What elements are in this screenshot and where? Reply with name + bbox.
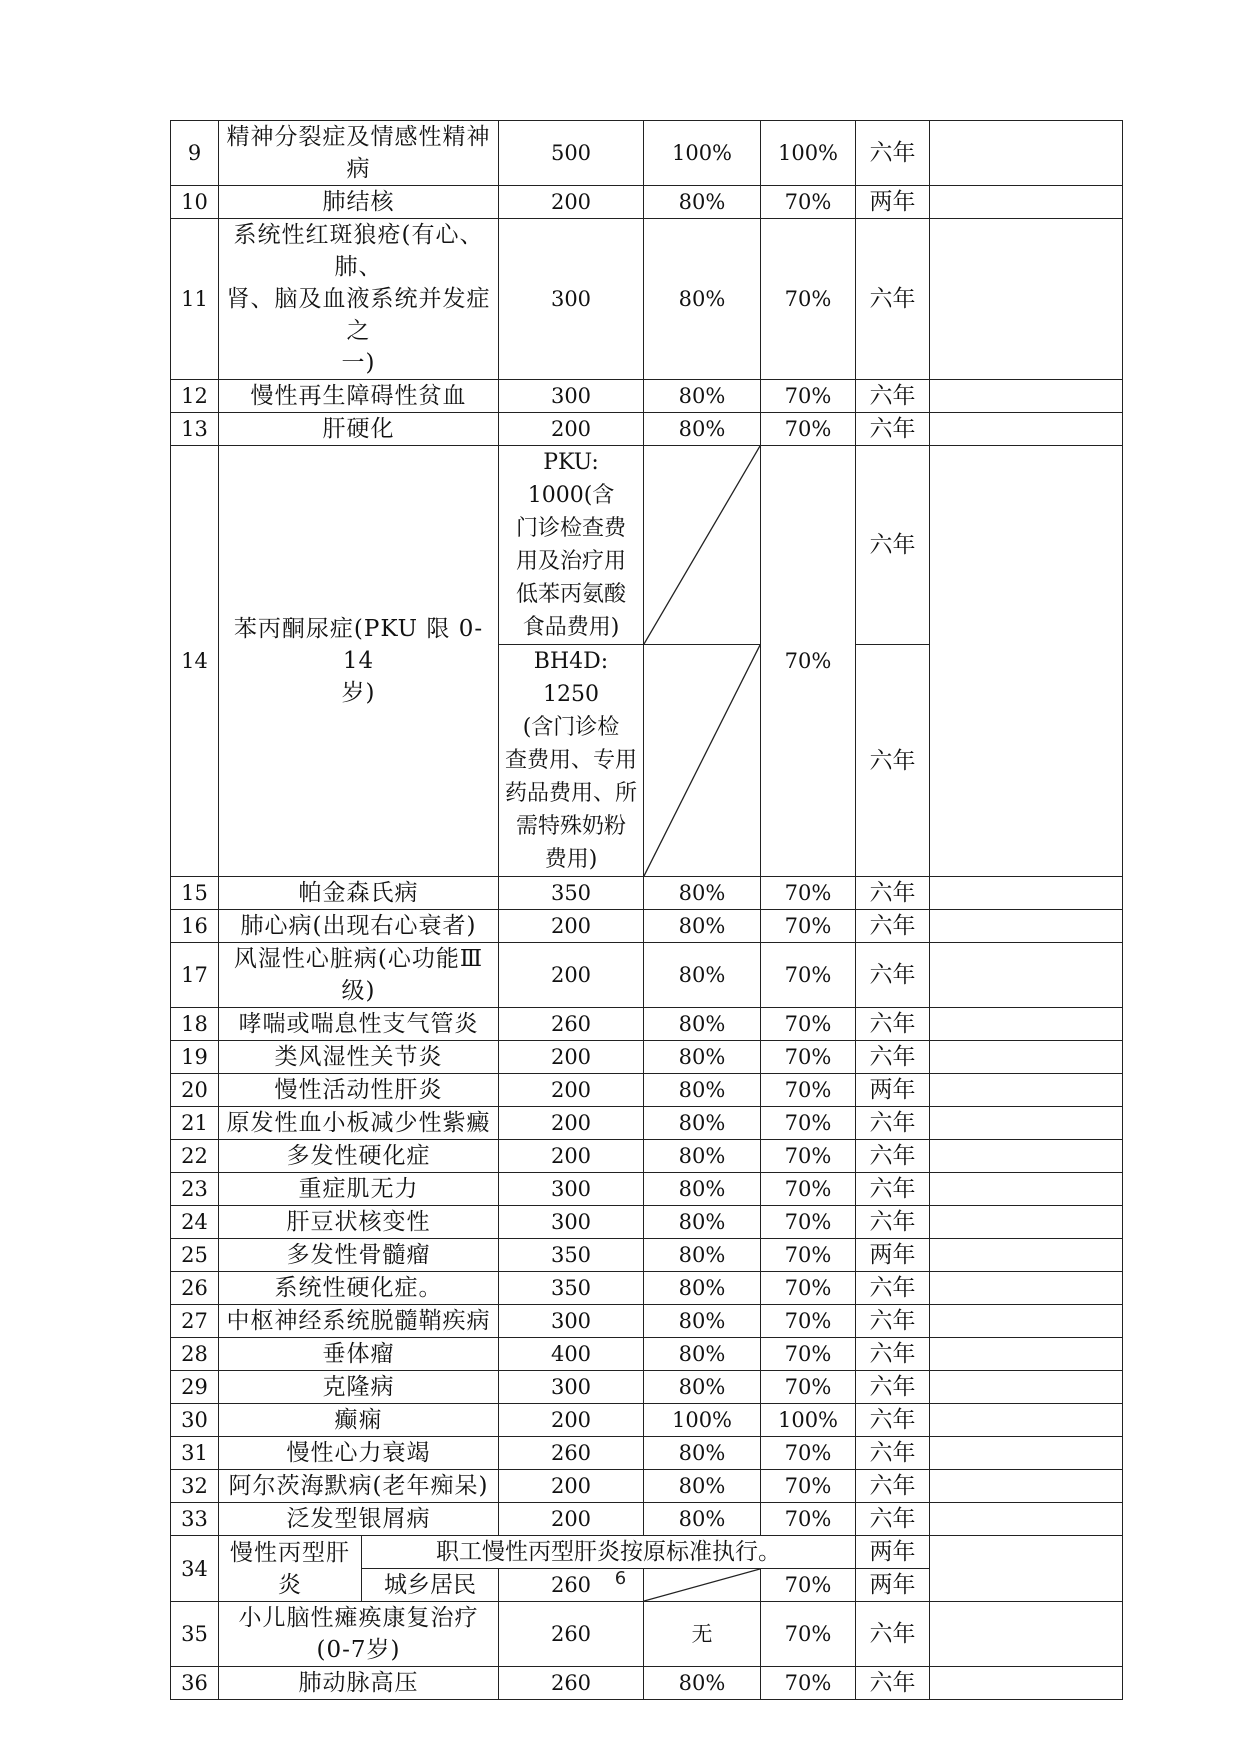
table-row [171,1667,1123,1700]
disease-name [219,943,499,1008]
reimbursement-ratio-1: 80% [644,1107,761,1140]
reimbursement-ratio-1: 80% [644,1074,761,1107]
reimbursement-ratio-2: 70% [761,1239,856,1272]
blank-cell [930,380,1123,413]
validity-period: 六年 [856,1305,930,1338]
blank-cell [930,1173,1123,1206]
validity-period: 六年 [856,1008,930,1041]
reimbursement-ratio-2: 70% [761,186,856,219]
payment-limit: 260 [499,1569,644,1602]
reimbursement-ratio-2: 70% [761,1173,856,1206]
payment-limit: 260 [499,1437,644,1470]
table-row [171,219,1123,380]
table-row [171,1470,1123,1503]
row-number: 20 [171,1074,219,1107]
validity-period: 六年 [856,1272,930,1305]
disease-name: 克隆病 [219,1371,499,1404]
reimbursement-ratio-2: 70% [761,1470,856,1503]
text-line: 用及治疗用 [515,549,626,574]
row-number: 16 [171,910,219,943]
reimbursement-ratio-2: 70% [761,1371,856,1404]
blank-cell [930,1437,1123,1470]
payment-limit: 200 [499,1074,644,1107]
reimbursement-ratio-2: 70% [761,1338,856,1371]
validity-period: 六年 [856,446,930,645]
disease-name: 原发性血小板减少性紫癜 [219,1107,499,1140]
payment-limit: 200 [499,1503,644,1536]
disease-name: 类风湿性关节炎 [219,1041,499,1074]
blank-cell [930,1107,1123,1140]
row-number: 23 [171,1173,219,1206]
reimbursement-ratio-2: 70% [761,943,856,1008]
disease-name: 肝硬化 [219,413,499,446]
reimbursement-ratio-2: 70% [761,910,856,943]
reimbursement-ratio-2: 70% [761,877,856,910]
blank-cell [930,1305,1123,1338]
reimbursement-ratio-1: 80% [644,380,761,413]
table-row [171,1272,1123,1305]
disease-name: 癫痫 [219,1404,499,1437]
table-row [171,1008,1123,1041]
disease-name: 系统性硬化症。 [219,1272,499,1305]
table-row [171,121,1123,186]
row-number: 35 [171,1602,219,1667]
disease-name: 肺结核 [219,186,499,219]
table-row [171,1074,1123,1107]
diagonal-line [644,446,760,644]
payment-limit: 350 [499,877,644,910]
blank-cell [930,1602,1123,1667]
row-number: 27 [171,1305,219,1338]
validity-period: 六年 [856,1206,930,1239]
row-number: 26 [171,1272,219,1305]
blank-cell [930,877,1123,910]
payment-limit: 200 [499,1041,644,1074]
blank-cell [930,943,1123,1008]
reimbursement-ratio-1: 80% [644,1503,761,1536]
text-line: (含门诊检 [522,715,620,740]
payment-limit: 200 [499,943,644,1008]
table-row [171,877,1123,910]
row-number: 34 [171,1536,219,1602]
table-row [171,1503,1123,1536]
table-body [171,121,1123,1700]
validity-period: 六年 [856,910,930,943]
payment-limit: 260 [499,1667,644,1700]
disease-name: 多发性骨髓瘤 [219,1239,499,1272]
payment-limit [499,446,644,645]
payment-limit: 200 [499,1107,644,1140]
payment-limit: 200 [499,413,644,446]
row-number: 31 [171,1437,219,1470]
blank-cell [930,1074,1123,1107]
reimbursement-ratio-2: 70% [761,1437,856,1470]
reimbursement-ratio-1: 80% [644,1239,761,1272]
text-line: 肾、脑及血液系统并发症之 [226,286,491,344]
table-row [171,1602,1123,1667]
reimbursement-ratio-2: 70% [761,1107,856,1140]
disease-table [170,120,1123,1700]
reimbursement-ratio-1: 80% [644,877,761,910]
validity-period: 两年 [856,1239,930,1272]
reimbursement-ratio-1: 80% [644,219,761,380]
payment-limit: 300 [499,1371,644,1404]
text-line: 小儿脑性瘫痪康复治疗 [238,1605,479,1631]
reimbursement-ratio-1: 80% [644,1008,761,1041]
disease-name: 泛发型银屑病 [219,1503,499,1536]
row-number: 19 [171,1041,219,1074]
blank-cell [930,1404,1123,1437]
table-row [171,1536,1123,1569]
reimbursement-ratio-2: 70% [761,1305,856,1338]
validity-period: 六年 [856,1041,930,1074]
table-row [171,413,1123,446]
table-row [171,1338,1123,1371]
row-number: 11 [171,219,219,380]
reimbursement-ratio-2: 70% [761,1140,856,1173]
validity-period: 两年 [856,1074,930,1107]
ratio-not-applicable [644,645,761,877]
reimbursement-ratio-1: 80% [644,943,761,1008]
blank-cell [930,1667,1123,1700]
disease-name [219,219,499,380]
validity-period: 六年 [856,1503,930,1536]
table-row [171,1404,1123,1437]
text-line: PKU: 1000(含 [527,450,615,508]
disease-name: 慢性再生障碍性贫血 [219,380,499,413]
text-line: 系统性红斑狼疮(有心、肺、 [233,222,484,280]
row-number: 18 [171,1008,219,1041]
disease-name: 帕金森氏病 [219,877,499,910]
disease-name: 慢性活动性肝炎 [219,1074,499,1107]
reimbursement-ratio-2: 70% [761,1206,856,1239]
reimbursement-ratio-2: 70% [761,1272,856,1305]
row-number: 15 [171,877,219,910]
reimbursement-ratio-1: 80% [644,1272,761,1305]
row-number: 13 [171,413,219,446]
row-number: 28 [171,1338,219,1371]
validity-period: 两年 [856,1536,930,1569]
blank-cell [930,186,1123,219]
text-line: 门诊检查费 [515,516,626,541]
payment-limit: 200 [499,1470,644,1503]
reimbursement-ratio-2: 70% [761,1041,856,1074]
validity-period: 六年 [856,877,930,910]
row-number: 12 [171,380,219,413]
validity-period: 六年 [856,1470,930,1503]
row-number: 10 [171,186,219,219]
validity-period: 六年 [856,1602,930,1667]
reimbursement-ratio-2: 70% [761,446,856,877]
blank-cell [930,121,1123,186]
disease-name [219,1602,499,1667]
blank-cell [930,1503,1123,1536]
validity-period: 六年 [856,121,930,186]
payment-limit: 300 [499,1173,644,1206]
validity-period: 两年 [856,186,930,219]
row-number: 32 [171,1470,219,1503]
payment-limit: 500 [499,121,644,186]
reimbursement-ratio-2: 70% [761,380,856,413]
table-row [171,1371,1123,1404]
blank-cell [930,1470,1123,1503]
validity-period: 六年 [856,1140,930,1173]
payment-limit: 200 [499,910,644,943]
reimbursement-ratio-2: 70% [761,1074,856,1107]
staff-note: 职工慢性丙型肝炎按原标准执行。 [362,1536,856,1569]
blank-cell [930,1041,1123,1074]
table-row [171,186,1123,219]
reimbursement-ratio-1: 80% [644,1667,761,1700]
validity-period: 六年 [856,943,930,1008]
payment-limit: 300 [499,1305,644,1338]
payment-limit: 350 [499,1272,644,1305]
disease-name: 重症肌无力 [219,1173,499,1206]
reimbursement-ratio-2: 100% [761,121,856,186]
text-line: 食品费用) [522,615,620,640]
row-number: 9 [171,121,219,186]
resident-label: 城乡居民 [362,1569,499,1602]
disease-name: 肝豆状核变性 [219,1206,499,1239]
disease-name: 多发性硬化症 [219,1140,499,1173]
payment-limit: 400 [499,1338,644,1371]
blank-cell [930,219,1123,380]
validity-period: 两年 [856,1569,930,1602]
text-line: 一) [341,350,376,376]
validity-period: 六年 [856,1667,930,1700]
text-line: BH4D: 1250 [533,649,609,707]
text-line: 查费用、专用 [505,748,638,773]
disease-name: 肺心病(出现右心衰者) [219,910,499,943]
validity-period: 六年 [856,645,930,877]
table-row [171,1239,1123,1272]
blank-cell [930,1239,1123,1272]
text-line: 级) [341,978,376,1004]
blank-cell [930,1140,1123,1173]
table-row [171,910,1123,943]
payment-limit: 350 [499,1239,644,1272]
disease-name: 中枢神经系统脱髓鞘疾病 [219,1305,499,1338]
reimbursement-ratio-1: 无 [644,1602,761,1667]
payment-limit: 300 [499,1206,644,1239]
reimbursement-ratio-1: 80% [644,1338,761,1371]
payment-limit: 260 [499,1602,644,1667]
disease-name [219,446,499,877]
reimbursement-ratio-1: 80% [644,1437,761,1470]
row-number: 30 [171,1404,219,1437]
table-row [171,943,1123,1008]
table-row [171,380,1123,413]
text-line: 炎 [278,1571,302,1598]
reimbursement-ratio-2: 70% [761,1503,856,1536]
row-number: 33 [171,1503,219,1536]
reimbursement-ratio-2: 70% [761,413,856,446]
row-number: 36 [171,1667,219,1700]
reimbursement-ratio-2: 70% [761,1569,856,1602]
payment-limit: 200 [499,186,644,219]
table-row [171,1107,1123,1140]
validity-period: 六年 [856,1437,930,1470]
reimbursement-ratio-1: 80% [644,1206,761,1239]
text-line: 费用) [544,847,598,872]
payment-limit: 200 [499,1404,644,1437]
row-number: 24 [171,1206,219,1239]
validity-period: 六年 [856,413,930,446]
disease-name: 精神分裂症及情感性精神病 [219,121,499,186]
blank-cell [930,1371,1123,1404]
text-line: 苯丙酮尿症(PKU 限 0-14 [233,616,484,674]
text-line: 岁) [341,680,376,706]
reimbursement-ratio-1: 80% [644,186,761,219]
validity-period: 六年 [856,1404,930,1437]
reimbursement-ratio-1: 100% [644,121,761,186]
validity-period: 六年 [856,380,930,413]
table-row [171,1140,1123,1173]
reimbursement-ratio-2: 70% [761,1667,856,1700]
reimbursement-ratio-1: 80% [644,1041,761,1074]
row-number: 25 [171,1239,219,1272]
reimbursement-ratio-2: 70% [761,1008,856,1041]
table-row [171,1173,1123,1206]
validity-period: 六年 [856,219,930,380]
payment-limit: 300 [499,219,644,380]
text-line: 慢性丙型肝 [230,1539,350,1566]
text-line: 低苯丙氨酸 [515,582,626,607]
reimbursement-ratio-2: 100% [761,1404,856,1437]
blank-cell [930,1272,1123,1305]
page-number: 6 [614,1568,627,1589]
row-number: 29 [171,1371,219,1404]
payment-limit: 260 [499,1008,644,1041]
text-line: (0-7岁) [316,1637,401,1663]
blank-cell [930,910,1123,943]
disease-name: 哮喘或喘息性支气管炎 [219,1008,499,1041]
payment-limit [499,645,644,877]
table-row [171,1041,1123,1074]
disease-name: 肺动脉高压 [219,1667,499,1700]
validity-period: 六年 [856,1173,930,1206]
row-number: 14 [171,446,219,877]
reimbursement-ratio-1: 80% [644,413,761,446]
reimbursement-ratio-1: 80% [644,1470,761,1503]
text-line: 药品费用、所 [505,781,638,806]
validity-period: 六年 [856,1371,930,1404]
blank-cell [930,1008,1123,1041]
table-row [171,1437,1123,1470]
disease-name: 垂体瘤 [219,1338,499,1371]
payment-limit: 300 [499,380,644,413]
row-number: 21 [171,1107,219,1140]
blank-cell [930,446,1123,877]
blank-cell [930,413,1123,446]
blank-cell [930,1206,1123,1239]
reimbursement-ratio-1: 80% [644,1140,761,1173]
blank-cell [930,1338,1123,1371]
validity-period: 六年 [856,1338,930,1371]
validity-period: 六年 [856,1107,930,1140]
reimbursement-ratio-1: 80% [644,1173,761,1206]
row-number: 17 [171,943,219,1008]
reimbursement-ratio-2: 70% [761,1602,856,1667]
diagonal-line [644,645,760,876]
reimbursement-ratio-1: 100% [644,1404,761,1437]
payment-limit: 200 [499,1140,644,1173]
table-row [171,1206,1123,1239]
text-line: 需特殊奶粉 [515,814,626,839]
ratio-not-applicable [644,446,761,645]
disease-name: 阿尔茨海默病(老年痴呆) [219,1470,499,1503]
reimbursement-ratio-1: 80% [644,1371,761,1404]
text-line: 风湿性心脏病(心功能Ⅲ [233,946,484,972]
reimbursement-ratio-1: 80% [644,910,761,943]
table-row [171,1305,1123,1338]
reimbursement-ratio-1: 80% [644,1305,761,1338]
disease-name: 慢性心力衰竭 [219,1437,499,1470]
reimbursement-ratio-2: 70% [761,219,856,380]
table-row [171,446,1123,645]
row-number: 22 [171,1140,219,1173]
